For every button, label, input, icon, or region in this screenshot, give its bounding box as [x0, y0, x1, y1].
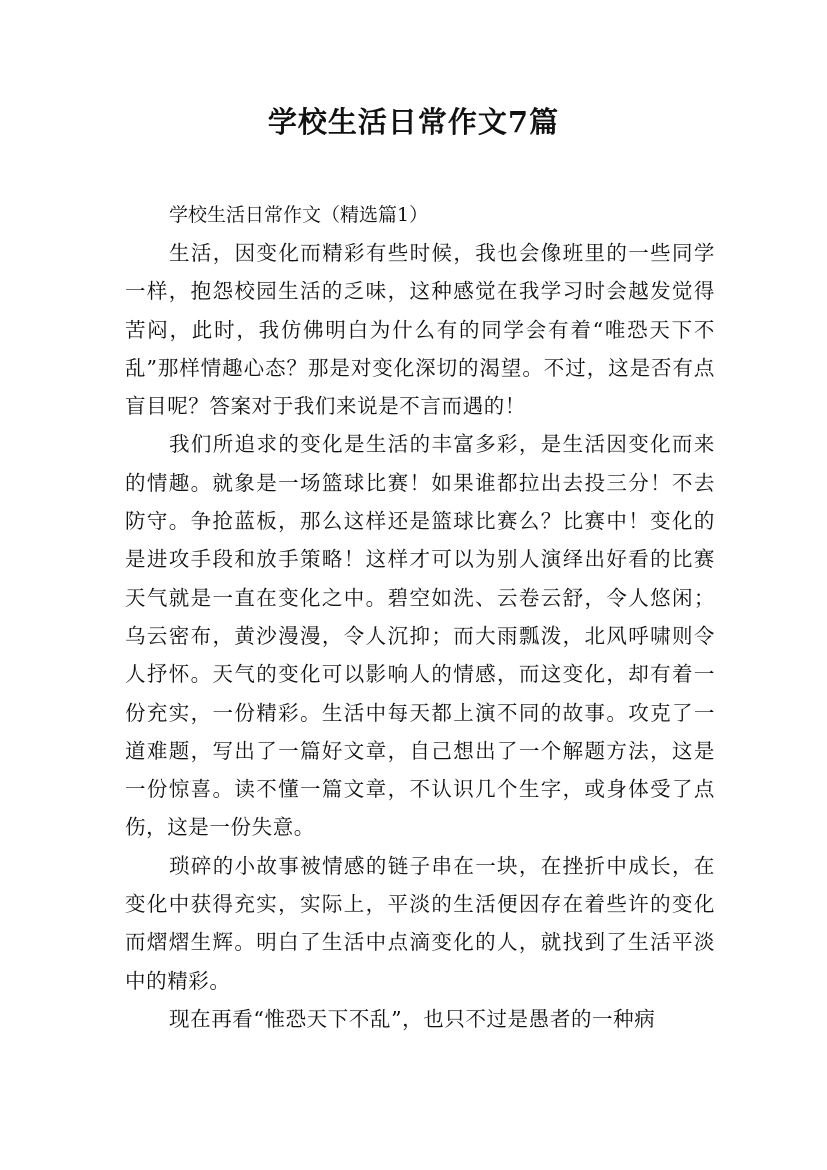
document-body — [125, 196, 715, 1038]
paragraph: 琐碎的小故事被情感的链子串在一块，在挫折中成长，在变化中获得充实，实际上，平淡的生活便因存在着些许的变化而熠熠生辉。明白了生活中点滴变化的人，就找到了生活平淡中的精彩。 — [125, 853, 715, 993]
paragraph: 生活，因变化而精彩有些时候，我也会像班里的一些同学一样，抱怨校园生活的乏味，这种感觉在我学习时会越发觉得苦闷，此时，我仿佛明白为什么有的同学会有着“唯恐天下不乱”那样情趣心态？那是对变化深切的渴望。不过，这是否有点盲目呢？答案对于我们来说是不言而遇的！ — [125, 241, 715, 419]
document-title: 学校生活日常作文7篇 — [267, 105, 560, 139]
paragraph: 我们所追求的变化是生活的丰富多彩，是生活因变化而来的情趣。就象是一场篮球比赛！如果谁都拉出去投三分！不去防守。争抢蓝板，那么这样还是篮球比赛么？比赛中！变化的是进攻手段和放手策略！这样才可以为别人演绎出好看的比赛天气就是一直在变化之中。碧空如洗、云卷云舒，令人悠闲；乌云密布，黄沙漫漫，令人沉抑；而大雨瓢泼，北风呼啸则令人抒怀。天气的变化可以影响人的情感，而这变化，却有着一份充实，一份精彩。生活中每天都上演不同的故事。攻克了一道难题，写出了一篇好文章，自己想出了一个解题方法，这是一份惊喜。读不懂一篇文章，不认识几个生字，或身体受了点伤，这是一份失意。 — [125, 432, 715, 840]
paragraph: 现在再看“惟恐天下不乱”，也只不过是愚者的一种病 — [169, 1006, 656, 1031]
section-heading: 学校生活日常作文（精选篇1） — [169, 204, 429, 226]
